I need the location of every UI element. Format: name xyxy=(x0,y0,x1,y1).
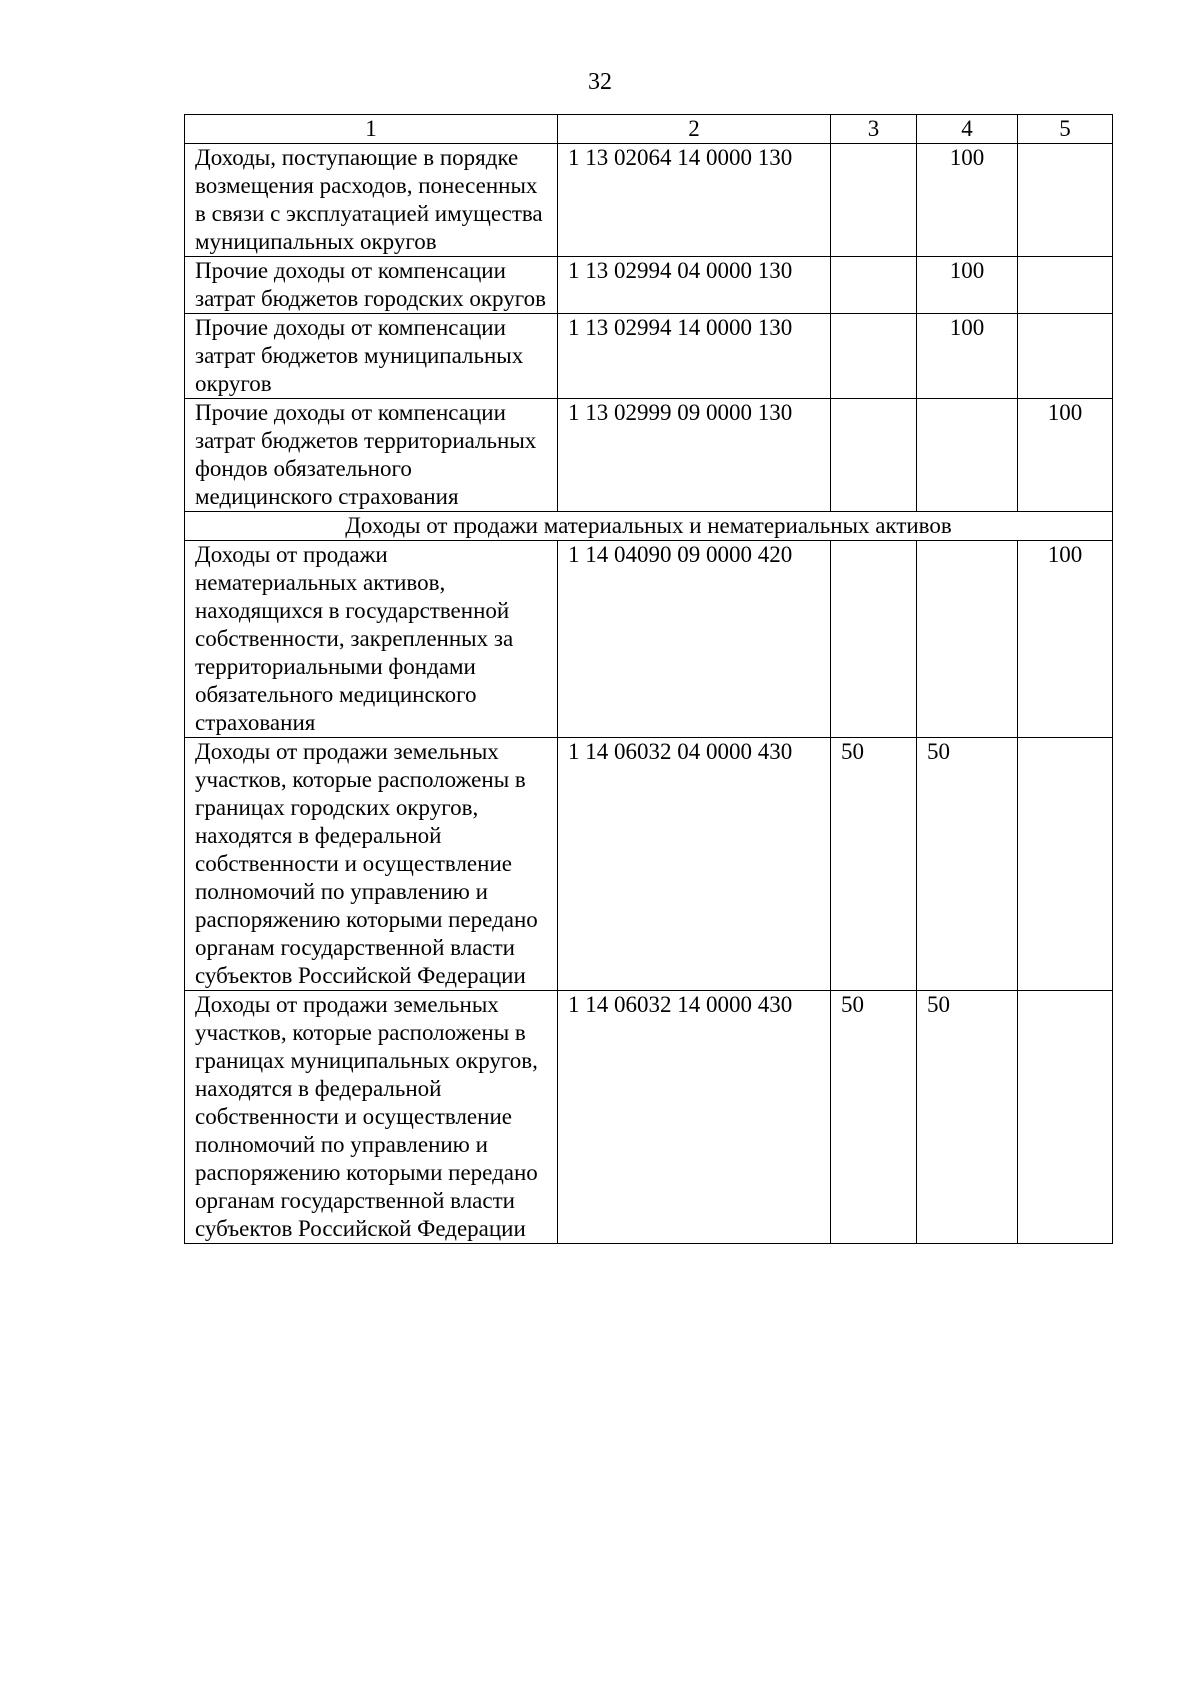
row-name: Прочие доходы от компенсации затрат бюджетов городских округов xyxy=(185,257,558,314)
page-number: 32 xyxy=(588,69,612,95)
section-heading-row xyxy=(185,512,1113,541)
header-col-5: 5 xyxy=(1018,115,1113,144)
row-name: Прочие доходы от компенсации затрат бюджетов территориальных фондов обязательного медицинского страхования xyxy=(185,399,558,512)
revenue-table xyxy=(184,114,1113,1244)
row-col-3 xyxy=(831,399,917,512)
row-col-5: 100 xyxy=(1018,399,1113,512)
row-col-4: 100 xyxy=(917,314,1018,399)
row-col-4: 100 xyxy=(917,144,1018,257)
section-heading: Доходы от продажи материальных и нематериальных активов xyxy=(185,512,1113,541)
row-code: 1 13 02994 04 0000 130 xyxy=(558,257,831,314)
row-col-4 xyxy=(917,399,1018,512)
row-col-4: 50 xyxy=(917,738,1018,991)
header-col-2: 2 xyxy=(558,115,831,144)
table-row xyxy=(185,738,1113,991)
row-col-5 xyxy=(1018,991,1113,1244)
row-col-5 xyxy=(1018,314,1113,399)
row-code: 1 14 04090 09 0000 420 xyxy=(558,541,831,738)
row-name: Доходы от продажи земельных участков, которые расположены в границах городских округов, находятся в федеральной собственности и осуществление полномочий по управлению и распоряжению которыми передано органам государственной власти субъектов Российской Федерации xyxy=(185,738,558,991)
header-col-3: 3 xyxy=(831,115,917,144)
row-col-3 xyxy=(831,144,917,257)
header-col-1: 1 xyxy=(185,115,558,144)
row-code: 1 13 02064 14 0000 130 xyxy=(558,144,831,257)
row-name: Доходы, поступающие в порядке возмещения расходов, понесенных в связи с эксплуатацией имущества муниципальных округов xyxy=(185,144,558,257)
table-row xyxy=(185,399,1113,512)
table-row xyxy=(185,991,1113,1244)
row-col-5 xyxy=(1018,738,1113,991)
row-name: Доходы от продажи нематериальных активов, находящихся в государственной собственности, закрепленных за территориальными фондами обязательного медицинского страхования xyxy=(185,541,558,738)
row-col-3 xyxy=(831,257,917,314)
row-code: 1 14 06032 14 0000 430 xyxy=(558,991,831,1244)
row-col-3: 50 xyxy=(831,991,917,1244)
row-code: 1 14 06032 04 0000 430 xyxy=(558,738,831,991)
row-code: 1 13 02994 14 0000 130 xyxy=(558,314,831,399)
header-row xyxy=(185,115,1113,144)
row-col-4: 100 xyxy=(917,257,1018,314)
row-col-4 xyxy=(917,541,1018,738)
row-code: 1 13 02999 09 0000 130 xyxy=(558,399,831,512)
table-row xyxy=(185,257,1113,314)
table-row xyxy=(185,144,1113,257)
row-col-3 xyxy=(831,541,917,738)
header-col-4: 4 xyxy=(917,115,1018,144)
row-name: Прочие доходы от компенсации затрат бюджетов муниципальных округов xyxy=(185,314,558,399)
row-col-3 xyxy=(831,314,917,399)
row-col-5 xyxy=(1018,144,1113,257)
row-col-5 xyxy=(1018,257,1113,314)
table-row xyxy=(185,541,1113,738)
table-row xyxy=(185,314,1113,399)
row-col-4: 50 xyxy=(917,991,1018,1244)
row-col-3: 50 xyxy=(831,738,917,991)
row-col-5: 100 xyxy=(1018,541,1113,738)
row-name: Доходы от продажи земельных участков, которые расположены в границах муниципальных округов, находятся в федеральной собственности и осуществление полномочий по управлению и распоряжению которыми передано органам государственной власти субъектов Российской Федерации xyxy=(185,991,558,1244)
